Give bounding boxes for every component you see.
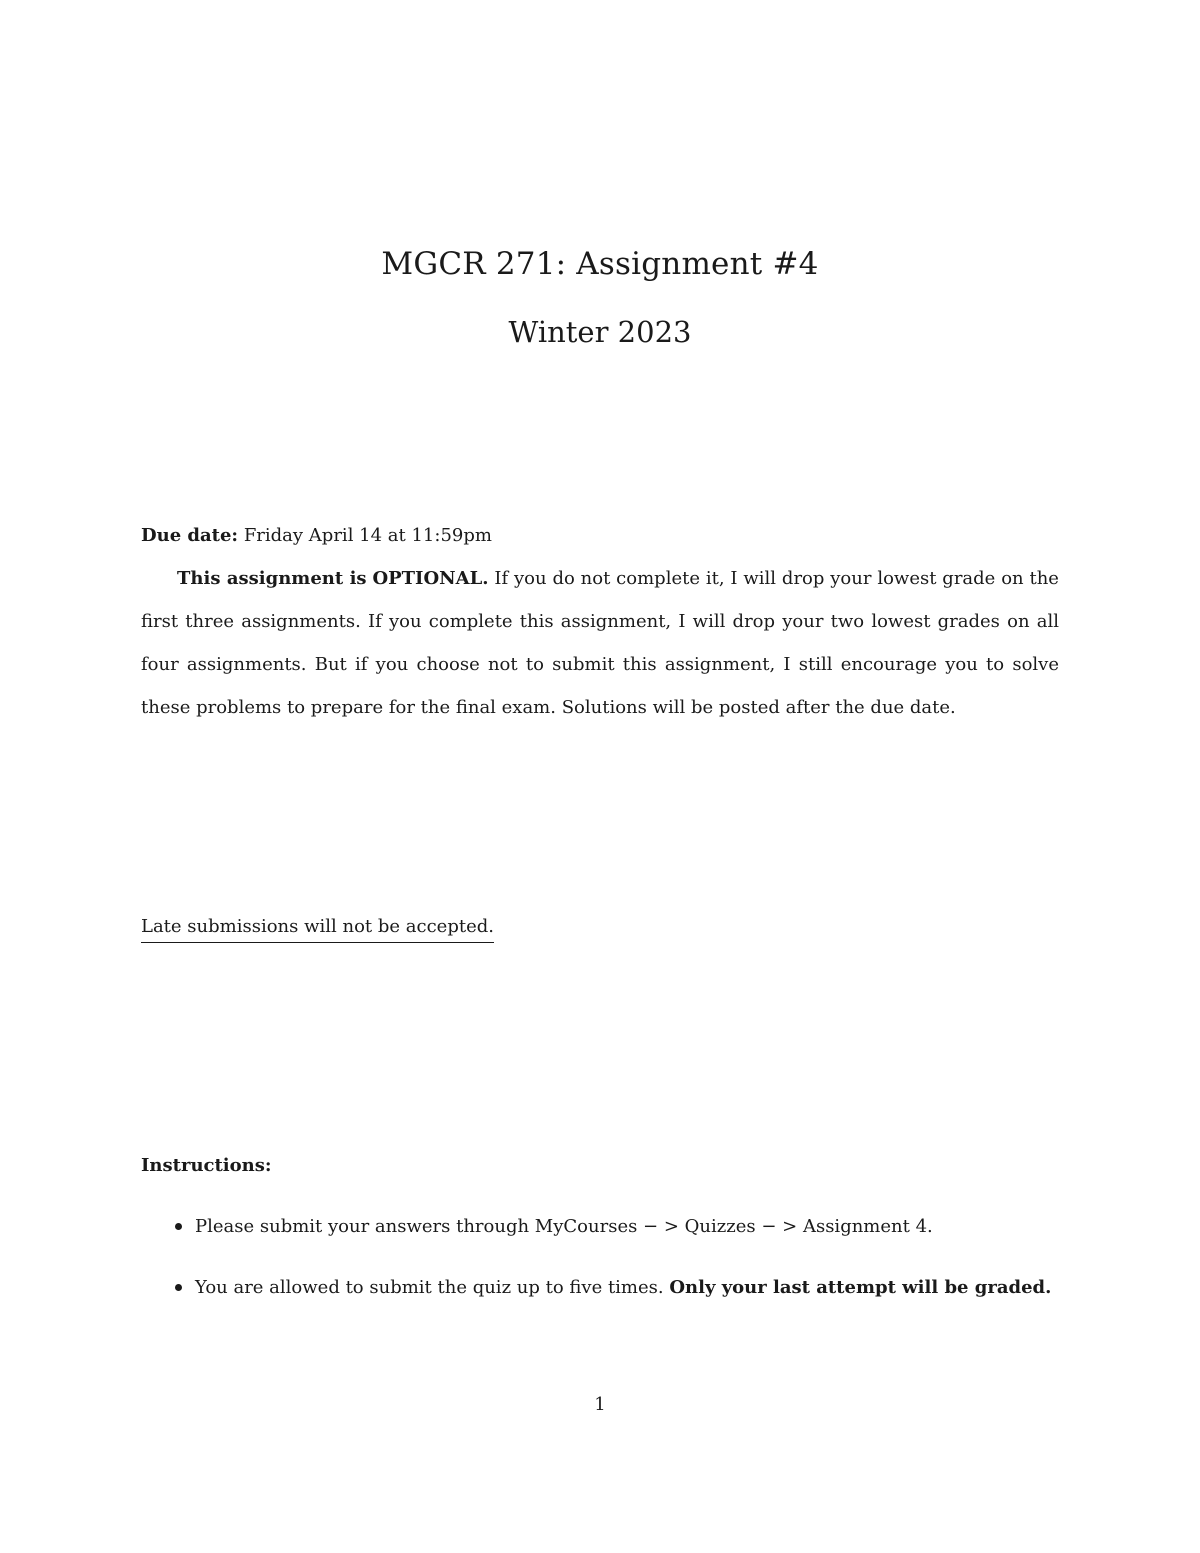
optional-emphasis: OPTIONAL. <box>372 568 489 589</box>
document-title: MGCR 271: Assignment #4 <box>381 246 819 282</box>
list-item <box>141 1205 1059 1248</box>
due-date-value: Friday April 14 at 11:59pm <box>243 525 492 546</box>
bullet-icon <box>175 1284 182 1291</box>
intro-lead-bold: This assignment is <box>177 568 367 589</box>
due-date-label: Due date: <box>141 525 239 546</box>
bullet-icon <box>175 1223 182 1230</box>
late-submission-notice: Late submissions will not be accepted. <box>141 916 494 943</box>
document-subtitle: Winter 2023 <box>508 315 692 349</box>
page-number: 1 <box>594 1394 606 1415</box>
instructions-heading-text: Instructions: <box>141 1155 272 1176</box>
instruction-text: You are allowed to submit the quiz up to five times. <box>195 1277 664 1298</box>
instruction-text: Please submit your answers through MyCourses − > Quizzes − > Assignment 4. <box>195 1216 933 1237</box>
instructions-heading <box>141 1144 272 1187</box>
intro-paragraph <box>141 557 1059 729</box>
list-item <box>141 1266 1059 1309</box>
intro-text: If you do not complete it, I will drop your lowest grade on the first three assignments. If you complete this assignment, I will drop your two lowest grades on all four assignments. But if you choose not to submit this assignment, I still encourage you to solve these problems to prepare for the final exam. Solutions will be posted after the due date. <box>141 568 1059 718</box>
instruction-bold-text: Only your last attempt will be graded. <box>669 1277 1052 1298</box>
due-date-line <box>141 514 492 557</box>
instructions-list <box>141 1205 1059 1327</box>
